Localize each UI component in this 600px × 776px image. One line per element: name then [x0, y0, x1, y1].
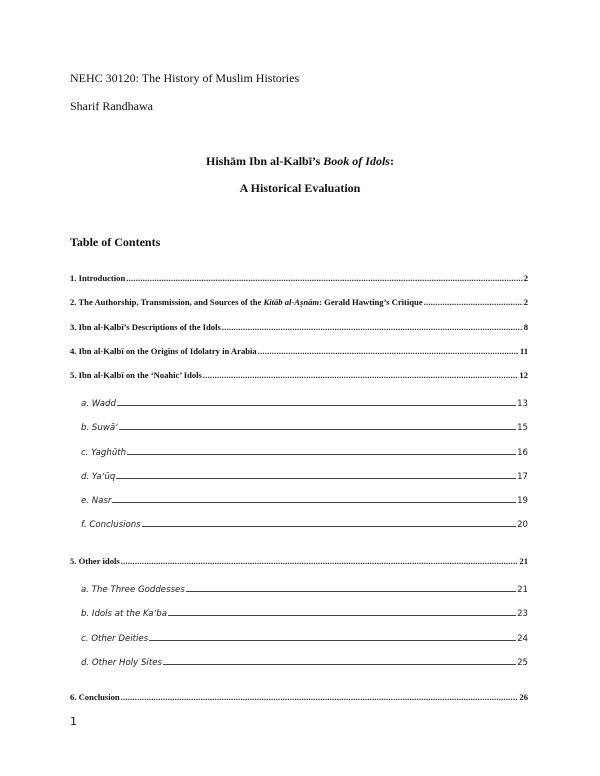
toc-subentry-kaba-idols[interactable] — [81, 609, 528, 619]
line-leader — [112, 501, 516, 503]
toc-entry-label: a. Wadd — [81, 399, 116, 409]
toc-entry-label: e. Nasr — [81, 496, 112, 506]
course-line: NEHC 30120: The History of Muslim Histories — [70, 71, 300, 85]
toc-entry-label: b. Suwā‘ — [81, 423, 118, 433]
toc-entry-page: 12 — [519, 370, 528, 380]
title-suffix: : — [389, 154, 394, 168]
dot-leader — [424, 297, 523, 307]
toc-subentry-wadd[interactable] — [81, 399, 528, 409]
toc-entry-label: a. The Three Goddesses — [81, 585, 185, 595]
toc-entry-page: 26 — [519, 692, 528, 702]
toc-entry-page: 2 — [523, 297, 528, 307]
toc-entry-label: 5. Other idols — [70, 556, 120, 566]
dot-leader — [258, 346, 519, 356]
toc-entry-page: 21 — [519, 556, 528, 566]
toc-subentry-other-deities[interactable] — [81, 634, 528, 644]
toc-entry-page: 25 — [517, 658, 528, 668]
toc-entry-page: 24 — [517, 634, 528, 644]
toc-subentry-suwa[interactable] — [81, 423, 528, 433]
dot-leader — [126, 273, 522, 283]
toc-entry-page: 13 — [517, 399, 528, 409]
toc-entry-page: 16 — [517, 448, 528, 458]
title-prefix: Hishām Ibn al-Kalbī’s — [206, 154, 324, 168]
toc-entry-page: 20 — [517, 520, 528, 530]
toc-entry-descriptions[interactable] — [70, 322, 528, 332]
toc-entry-page: 2 — [523, 273, 528, 283]
toc-entry-page: 21 — [517, 585, 528, 595]
toc-entry-label: f. Conclusions — [81, 520, 141, 530]
toc-entry-page: 19 — [517, 496, 528, 506]
dot-leader — [203, 370, 519, 380]
toc-entry-page: 23 — [517, 609, 528, 619]
toc-subentry-three-goddesses[interactable] — [81, 585, 528, 595]
author-line: Sharif Randhawa — [70, 99, 153, 113]
toc-entry-label-prefix: 2. The Authorship, Transmission, and Sources of the — [70, 297, 264, 307]
line-leader — [117, 404, 516, 406]
toc-entry-noahic[interactable] — [70, 370, 528, 380]
toc-entry-label-suffix: : Gerald Hawting’s Critique — [319, 297, 423, 307]
toc-entry-other-idols[interactable] — [70, 556, 528, 566]
toc-entry-label: b. Idols at the Ka‘ba — [81, 609, 168, 619]
line-leader — [116, 477, 516, 479]
toc-entry-authorship[interactable] — [70, 297, 528, 307]
toc-entry-label: 4. Ibn al-Kalbī on the Origins of Idolatry in Arabia — [70, 346, 257, 356]
document-subtitle: A Historical Evaluation — [239, 181, 361, 195]
toc-entry-label: 6. Conclusion — [70, 692, 120, 702]
toc-entry-label — [70, 297, 423, 307]
title-book-name: Book of Idols — [323, 154, 390, 168]
line-leader — [142, 525, 516, 527]
toc-subentry-conclusions[interactable] — [81, 520, 528, 530]
line-leader — [168, 614, 516, 616]
dot-leader — [222, 322, 523, 332]
toc-entry-label: c. Other Deities — [81, 634, 149, 644]
toc-entry-conclusion[interactable] — [70, 692, 528, 702]
line-leader — [127, 453, 516, 455]
toc-entry-label-italic: Kitāb al-Aṣnām — [263, 297, 320, 307]
toc-entry-page: 15 — [517, 423, 528, 433]
toc-entry-label: d. Other Holy Sites — [81, 658, 162, 668]
toc-entry-page: 8 — [523, 322, 528, 332]
toc-subentry-nasr[interactable] — [81, 496, 528, 506]
document-title — [0, 154, 600, 169]
toc-entry-page: 11 — [519, 346, 528, 356]
toc-entry-label: d. Ya‘ūq — [81, 472, 116, 482]
page-number: 1 — [70, 715, 77, 728]
toc-subentry-holy-sites[interactable] — [81, 658, 528, 668]
dot-leader — [121, 692, 519, 702]
toc-entry-label: 1. Introduction — [70, 273, 126, 283]
toc-subentry-yauq[interactable] — [81, 472, 528, 482]
toc-entry-label: 3. Ibn al-Kalbī’s Descriptions of the Idols — [70, 322, 221, 332]
dot-leader — [121, 556, 519, 566]
toc-entry-label: c. Yaghūth — [81, 448, 127, 458]
toc-entry-introduction[interactable] — [70, 273, 528, 283]
line-leader — [149, 639, 516, 641]
line-leader — [186, 590, 516, 592]
toc-subentry-yaghuth[interactable] — [81, 448, 528, 458]
toc-heading: Table of Contents — [70, 235, 161, 249]
line-leader — [119, 428, 516, 430]
toc-entry-origins[interactable] — [70, 346, 528, 356]
toc-entry-label: 5. Ibn al-Kalbī on the ‘Noahic’ Idols — [70, 370, 202, 380]
toc-entry-page: 17 — [517, 472, 528, 482]
line-leader — [163, 663, 516, 665]
